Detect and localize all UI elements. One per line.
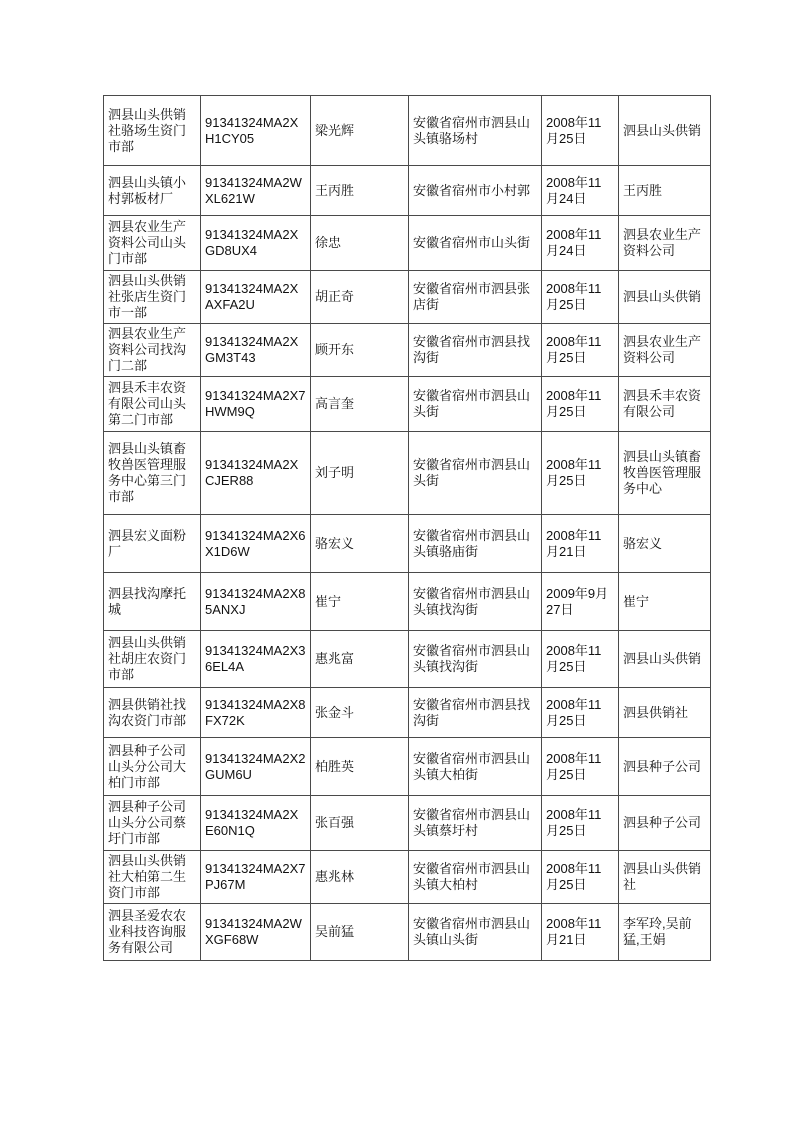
table-body: [104, 96, 711, 961]
cell-related-party: 泗县山头镇畜牧兽医管理服务中心: [619, 432, 711, 515]
cell-address: 安徽省宿州市泗县找沟街: [409, 324, 542, 377]
cell-company-name: 泗县宏义面粉厂: [104, 515, 201, 573]
table-row: [104, 631, 711, 688]
cell-address: 安徽省宿州市泗县山头镇大柏村: [409, 851, 542, 904]
cell-related-party: 泗县农业生产资料公司: [619, 216, 711, 271]
cell-address: 安徽省宿州市泗县找沟街: [409, 688, 542, 738]
cell-address: 安徽省宿州市泗县山头镇找沟街: [409, 631, 542, 688]
cell-person-name: 梁光辉: [311, 96, 409, 166]
cell-credit-code: 91341324MA2XGM3T43: [201, 324, 311, 377]
cell-related-party: 泗县种子公司: [619, 796, 711, 851]
table-row: [104, 96, 711, 166]
cell-related-party: 泗县禾丰农资有限公司: [619, 377, 711, 432]
table-row: [104, 377, 711, 432]
cell-company-name: 泗县禾丰农资有限公司山头第二门市部: [104, 377, 201, 432]
cell-credit-code: 91341324MA2X2GUM6U: [201, 738, 311, 796]
cell-address: 安徽省宿州市泗县山头镇山头街: [409, 904, 542, 961]
cell-related-party: 泗县山头供销: [619, 271, 711, 324]
cell-person-name: 惠兆富: [311, 631, 409, 688]
table-row: [104, 515, 711, 573]
cell-reg-date: 2008年11月24日: [542, 216, 619, 271]
cell-credit-code: 91341324MA2WXGF68W: [201, 904, 311, 961]
cell-credit-code: 91341324MA2X36EL4A: [201, 631, 311, 688]
cell-company-name: 泗县种子公司山头分公司蔡圩门市部: [104, 796, 201, 851]
cell-address: 安徽省宿州市山头街: [409, 216, 542, 271]
cell-related-party: 泗县山头供销: [619, 631, 711, 688]
cell-person-name: 高言奎: [311, 377, 409, 432]
cell-person-name: 顾开东: [311, 324, 409, 377]
cell-person-name: 张百强: [311, 796, 409, 851]
cell-company-name: 泗县找沟摩托城: [104, 573, 201, 631]
cell-address: 安徽省宿州市泗县山头镇骆庙街: [409, 515, 542, 573]
cell-address: 安徽省宿州市泗县山头街: [409, 432, 542, 515]
cell-reg-date: 2008年11月24日: [542, 166, 619, 216]
cell-person-name: 王丙胜: [311, 166, 409, 216]
cell-related-party: 泗县供销社: [619, 688, 711, 738]
cell-person-name: 刘子明: [311, 432, 409, 515]
cell-person-name: 张金斗: [311, 688, 409, 738]
cell-related-party: 崔宁: [619, 573, 711, 631]
cell-company-name: 泗县山头供销社大柏第二生资门市部: [104, 851, 201, 904]
table-row: [104, 573, 711, 631]
cell-address: 安徽省宿州市泗县山头镇找沟街: [409, 573, 542, 631]
cell-credit-code: 91341324MA2XAXFA2U: [201, 271, 311, 324]
cell-company-name: 泗县圣爱农农业科技咨询服务有限公司: [104, 904, 201, 961]
cell-person-name: 骆宏义: [311, 515, 409, 573]
cell-address: 安徽省宿州市泗县山头街: [409, 377, 542, 432]
cell-address: 安徽省宿州市泗县山头镇骆场村: [409, 96, 542, 166]
cell-reg-date: 2008年11月25日: [542, 738, 619, 796]
cell-credit-code: 91341324MA2XCJER88: [201, 432, 311, 515]
cell-reg-date: 2008年11月25日: [542, 377, 619, 432]
cell-reg-date: 2008年11月21日: [542, 515, 619, 573]
table-row: [104, 738, 711, 796]
cell-person-name: 柏胜英: [311, 738, 409, 796]
cell-reg-date: 2008年11月25日: [542, 432, 619, 515]
cell-reg-date: 2008年11月25日: [542, 96, 619, 166]
cell-reg-date: 2008年11月25日: [542, 688, 619, 738]
cell-related-party: 李军玲,吴前猛,王娟: [619, 904, 711, 961]
cell-address: 安徽省宿州市小村郭: [409, 166, 542, 216]
table-row: [104, 166, 711, 216]
cell-address: 安徽省宿州市泗县山头镇蔡圩村: [409, 796, 542, 851]
cell-company-name: 泗县山头供销社胡庄农资门市部: [104, 631, 201, 688]
cell-related-party: 泗县农业生产资料公司: [619, 324, 711, 377]
cell-person-name: 徐忠: [311, 216, 409, 271]
cell-company-name: 泗县山头供销社骆场生资门市部: [104, 96, 201, 166]
cell-company-name: 泗县农业生产资料公司山头门市部: [104, 216, 201, 271]
cell-credit-code: 91341324MA2X6X1D6W: [201, 515, 311, 573]
cell-company-name: 泗县农业生产资料公司找沟门二部: [104, 324, 201, 377]
table-row: [104, 851, 711, 904]
cell-company-name: 泗县山头镇小村郭板材厂: [104, 166, 201, 216]
cell-credit-code: 91341324MA2X7PJ67M: [201, 851, 311, 904]
cell-reg-date: 2008年11月25日: [542, 631, 619, 688]
table-row: [104, 216, 711, 271]
cell-address: 安徽省宿州市泗县山头镇大柏街: [409, 738, 542, 796]
cell-related-party: 泗县山头供销: [619, 96, 711, 166]
cell-credit-code: 91341324MA2XGD8UX4: [201, 216, 311, 271]
cell-related-party: 骆宏义: [619, 515, 711, 573]
cell-reg-date: 2008年11月21日: [542, 904, 619, 961]
cell-reg-date: 2008年11月25日: [542, 324, 619, 377]
table-row: [104, 271, 711, 324]
cell-company-name: 泗县山头镇畜牧兽医管理服务中心第三门市部: [104, 432, 201, 515]
cell-reg-date: 2008年11月25日: [542, 271, 619, 324]
cell-credit-code: 91341324MA2XH1CY05: [201, 96, 311, 166]
cell-credit-code: 91341324MA2XE60N1Q: [201, 796, 311, 851]
cell-person-name: 惠兆林: [311, 851, 409, 904]
table-row: [104, 688, 711, 738]
cell-related-party: 泗县种子公司: [619, 738, 711, 796]
cell-credit-code: 91341324MA2WXL621W: [201, 166, 311, 216]
cell-person-name: 吴前猛: [311, 904, 409, 961]
table-row: [104, 904, 711, 961]
cell-person-name: 崔宁: [311, 573, 409, 631]
table-row: [104, 796, 711, 851]
cell-credit-code: 91341324MA2X85ANXJ: [201, 573, 311, 631]
cell-credit-code: 91341324MA2X7HWM9Q: [201, 377, 311, 432]
cell-company-name: 泗县供销社找沟农资门市部: [104, 688, 201, 738]
cell-person-name: 胡正奇: [311, 271, 409, 324]
cell-company-name: 泗县山头供销社张店生资门市一部: [104, 271, 201, 324]
cell-reg-date: 2008年11月25日: [542, 851, 619, 904]
cell-address: 安徽省宿州市泗县张店街: [409, 271, 542, 324]
table-row: [104, 432, 711, 515]
cell-related-party: 泗县山头供销社: [619, 851, 711, 904]
cell-related-party: 王丙胜: [619, 166, 711, 216]
cell-reg-date: 2009年9月27日: [542, 573, 619, 631]
cell-reg-date: 2008年11月25日: [542, 796, 619, 851]
business-registry-table: [103, 95, 711, 961]
table-row: [104, 324, 711, 377]
cell-credit-code: 91341324MA2X8FX72K: [201, 688, 311, 738]
cell-company-name: 泗县种子公司山头分公司大柏门市部: [104, 738, 201, 796]
